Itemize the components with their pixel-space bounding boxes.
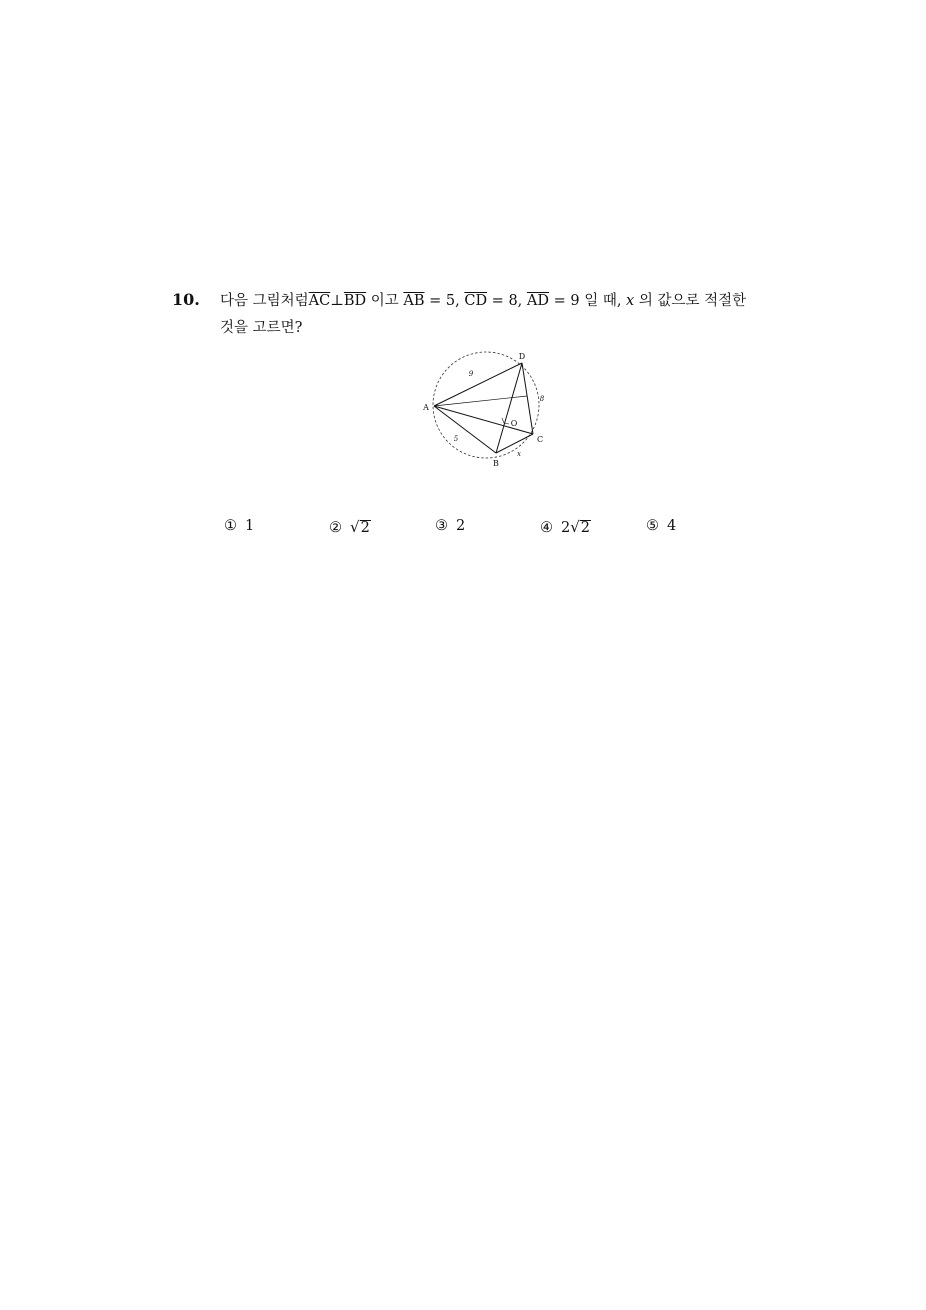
label-o: O [510,419,518,428]
choice-marker: ① [224,518,237,534]
side-dc [522,363,533,434]
question-text [220,288,760,342]
choice-3[interactable] [435,518,465,534]
side-ad [434,363,522,406]
question-text-part: 이고 [366,293,404,309]
segment-ac: $\overline{AC}$ [308,293,331,309]
geometry-figure [416,348,556,472]
choice-2[interactable] [329,518,371,536]
choice-1[interactable] [224,518,254,534]
length-ab: 5 [453,435,459,443]
sqrt-expression [570,518,591,536]
question-text-part: 다음 그림처럼 [220,293,309,309]
question-number: 10. [172,290,200,309]
segment-bd: $\overline{BD}$ [343,293,367,309]
radical-sign: √ [350,518,360,536]
perp-symbol: ⊥ [330,293,344,309]
circle-quadrilateral-diagram [416,348,556,472]
question-text-part: 의 값으로 적절한 [634,293,747,309]
choice-marker: ③ [435,518,448,534]
choice-value: 1 [245,518,255,534]
length-bc: x [517,450,521,458]
choice-value: 2 [456,518,466,534]
variable-x: x [626,293,635,309]
sqrt-expression [350,518,371,536]
question-text-part: = 9 일 때, [549,293,627,309]
segment-cd: $\overline{CD}$ [464,293,488,309]
radical-sign: √ [570,518,580,536]
question-text-part: = 8, [487,293,527,309]
answer-choices [224,518,744,542]
choice-marker: ⑤ [646,518,659,534]
choice-marker: ② [329,520,342,536]
question-text-part: = 5, [424,293,465,309]
length-ad: 9 [468,370,474,378]
label-b: B [493,459,499,468]
length-cd: 8 [539,395,545,403]
chord-a [434,396,527,406]
label-a: A [423,403,429,412]
radicand: 2 [580,520,591,536]
side-ba [434,406,496,453]
coefficient: 2 [561,520,571,536]
choice-4[interactable] [540,518,591,536]
diagonal-ac [434,406,533,434]
question-text-line2: 것을 고르면? [220,320,303,336]
choice-5[interactable] [646,518,676,534]
segment-ab: $\overline{AB}$ [403,293,425,309]
label-d: D [518,352,526,361]
label-c: C [536,435,544,444]
side-cb [496,434,533,453]
radicand: 2 [360,520,370,536]
choice-marker: ④ [540,520,553,536]
segment-ad: $\overline{AD}$ [526,293,549,309]
choice-value: 4 [667,518,677,534]
diagonal-bd [496,363,522,453]
